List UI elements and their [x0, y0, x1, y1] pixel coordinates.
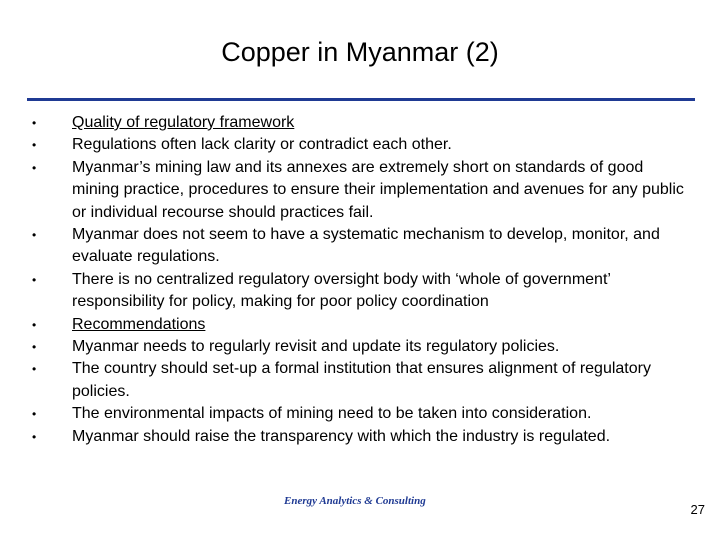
bullet-item — [32, 134, 692, 156]
bullet-text: Myanmar should raise the transparency with which the industry is regulated. — [72, 427, 611, 445]
bullet-heading — [32, 112, 692, 134]
bullet-text: Regulations often lack clarity or contradict each other. — [72, 136, 452, 154]
slide-title: Copper in Myanmar (2) — [221, 37, 499, 67]
bullet-dot-icon: • — [32, 362, 37, 377]
bullet-dot-icon: • — [32, 407, 37, 422]
bullet-dot-icon: • — [32, 317, 37, 332]
bullet-text: Recommendations — [72, 315, 206, 333]
bullet-dot-icon: • — [32, 116, 37, 130]
bullet-list — [32, 112, 692, 448]
bullet-item — [32, 426, 692, 448]
bullet-dot-icon: • — [32, 160, 37, 175]
bullet-text: Myanmar does not seem to have a systematic mechanism to develop, monitor, and evaluate regulations. — [72, 226, 660, 266]
bullet-dot-icon: • — [32, 228, 37, 243]
bullet-text: There is no centralized regulatory oversight body with ‘whole of government’ responsibility for policy, making for poor policy coordination — [72, 270, 611, 311]
bullet-item — [32, 269, 692, 314]
bullet-text: Quality of regulatory framework — [72, 114, 295, 131]
bullet-heading — [32, 314, 692, 336]
title-divider — [27, 98, 695, 101]
bullet-text: Myanmar needs to regularly revisit and update its regulatory policies. — [72, 338, 560, 356]
bullet-item — [32, 224, 692, 269]
bullet-dot-icon: • — [32, 340, 37, 355]
page-number: 27 — [690, 502, 705, 517]
bullet-dot-icon: • — [32, 138, 37, 153]
bullet-text: The country should set-up a formal institution that ensures alignment of regulatory policies. — [72, 360, 651, 400]
bullet-text: The environmental impacts of mining need to be taken into consideration. — [72, 405, 592, 423]
bullet-item — [32, 403, 692, 425]
footer-brand: Energy Analytics & Consulting — [284, 495, 426, 507]
bullet-item — [32, 358, 692, 403]
bullet-item — [32, 336, 692, 358]
bullet-text: Myanmar’s mining law and its annexes are extremely short on standards of good mining practice, procedures to ensure their implementation and avenues for any public or individual recourse should practices fail. — [72, 158, 684, 221]
bullet-dot-icon: • — [32, 272, 37, 287]
bullet-dot-icon: • — [32, 429, 37, 444]
bullet-item — [32, 157, 692, 224]
